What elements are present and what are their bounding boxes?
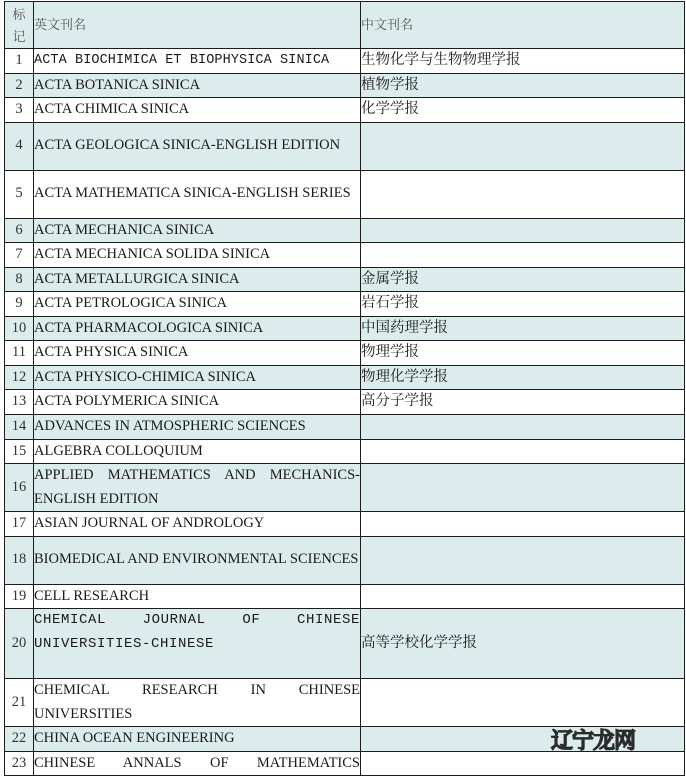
chinese-title (361, 170, 685, 218)
chinese-title: 高等学校化学学报 (361, 609, 685, 679)
english-title: ACTA MECHANICA SOLIDA SINICA (34, 243, 361, 268)
english-title: CELL RESEARCH (34, 584, 361, 609)
chinese-title: 岩石学报 (361, 292, 685, 317)
table-row (5, 536, 685, 584)
watermark-part1: 辽宁 (551, 729, 594, 754)
row-number: 6 (5, 218, 34, 243)
table-row (5, 218, 685, 243)
english-title: CHEMICAL JOURNAL OF CHINESE UNIVERSITIES-CHINESE (34, 609, 361, 679)
table-row (5, 243, 685, 268)
row-number: 11 (5, 341, 34, 366)
chinese-title (361, 243, 685, 268)
english-title: APPLIED MATHEMATICS AND MECHANICS-ENGLISH EDITION (34, 464, 361, 512)
row-number: 23 (5, 751, 34, 776)
header-chinese-name: 中文刊名 (361, 2, 685, 49)
chinese-title (361, 512, 685, 537)
table-row (5, 512, 685, 537)
watermark-part2: 龙网 (593, 729, 636, 754)
chinese-title (361, 439, 685, 464)
english-title: ACTA PHARMACOLOGICA SINICA (34, 316, 361, 341)
chinese-title: 中国药理学报 (361, 316, 685, 341)
row-number: 14 (5, 414, 34, 439)
row-number: 4 (5, 122, 34, 170)
chinese-title (361, 122, 685, 170)
header-mark (5, 2, 34, 49)
table-row (5, 98, 685, 123)
english-title: ADVANCES IN ATMOSPHERIC SCIENCES (34, 414, 361, 439)
english-title: CHINESE ANNALS OF MATHEMATICS (34, 751, 361, 776)
english-title: ACTA PHYSICA SINICA (34, 341, 361, 366)
table-row (5, 292, 685, 317)
chinese-title: 植物学报 (361, 73, 685, 98)
english-title: ACTA PHYSICO-CHIMICA SINICA (34, 365, 361, 390)
table-row (5, 73, 685, 98)
chinese-title (361, 727, 685, 752)
table-row (5, 122, 685, 170)
row-number: 8 (5, 267, 34, 292)
english-title: ACTA METALLURGICA SINICA (34, 267, 361, 292)
table-row (5, 49, 685, 74)
row-number: 7 (5, 243, 34, 268)
row-number: 21 (5, 679, 34, 727)
english-title: ALGEBRA COLLOQUIUM (34, 439, 361, 464)
row-number: 13 (5, 390, 34, 415)
table-row (5, 679, 685, 727)
table-row (5, 390, 685, 415)
chinese-title (361, 536, 685, 584)
row-number: 16 (5, 464, 34, 512)
row-number: 10 (5, 316, 34, 341)
table-row (5, 341, 685, 366)
chinese-title (361, 464, 685, 512)
english-title: ACTA MATHEMATICA SINICA-ENGLISH SERIES (34, 170, 361, 218)
chinese-title: 高分子学报 (361, 390, 685, 415)
chinese-title (361, 584, 685, 609)
header-mark-line2: 记 (12, 28, 26, 44)
row-number: 5 (5, 170, 34, 218)
english-title: ACTA MECHANICA SINICA (34, 218, 361, 243)
english-title: ACTA BIOCHIMICA ET BIOPHYSICA SINICA (34, 49, 361, 74)
row-number: 19 (5, 584, 34, 609)
table-row (5, 414, 685, 439)
row-number: 9 (5, 292, 34, 317)
site-watermark (551, 724, 635, 755)
chinese-title (361, 414, 685, 439)
row-number: 20 (5, 609, 34, 679)
table-row (5, 584, 685, 609)
chinese-title: 物理化学学报 (361, 365, 685, 390)
english-title: ASIAN JOURNAL OF ANDROLOGY (34, 512, 361, 537)
row-number: 18 (5, 536, 34, 584)
row-number: 15 (5, 439, 34, 464)
chinese-title (361, 679, 685, 727)
table-header-row (5, 2, 685, 49)
english-title: ACTA PETROLOGICA SINICA (34, 292, 361, 317)
chinese-title (361, 218, 685, 243)
journal-table (4, 1, 685, 776)
table-row (5, 365, 685, 390)
table-row (5, 464, 685, 512)
row-number: 3 (5, 98, 34, 123)
english-title: CHEMICAL RESEARCH IN CHINESE UNIVERSITIES (34, 679, 361, 727)
chinese-title (361, 751, 685, 776)
english-title: ACTA BOTANICA SINICA (34, 73, 361, 98)
table-row (5, 609, 685, 679)
row-number: 1 (5, 49, 34, 74)
table-row (5, 316, 685, 341)
row-number: 2 (5, 73, 34, 98)
table-row (5, 170, 685, 218)
chinese-title: 金属学报 (361, 267, 685, 292)
chinese-title: 生物化学与生物物理学报 (361, 49, 685, 74)
english-title: ACTA GEOLOGICA SINICA-ENGLISH EDITION (34, 122, 361, 170)
row-number: 17 (5, 512, 34, 537)
chinese-title: 化学学报 (361, 98, 685, 123)
english-title: CHINA OCEAN ENGINEERING (34, 727, 361, 752)
english-title: ACTA POLYMERICA SINICA (34, 390, 361, 415)
header-mark-line1: 标 (12, 6, 26, 22)
header-english-name: 英文刊名 (34, 2, 361, 49)
row-number: 12 (5, 365, 34, 390)
table-row (5, 439, 685, 464)
table-row (5, 267, 685, 292)
english-title: BIOMEDICAL AND ENVIRONMENTAL SCIENCES (34, 536, 361, 584)
row-number: 22 (5, 727, 34, 752)
chinese-title: 物理学报 (361, 341, 685, 366)
english-title: ACTA CHIMICA SINICA (34, 98, 361, 123)
